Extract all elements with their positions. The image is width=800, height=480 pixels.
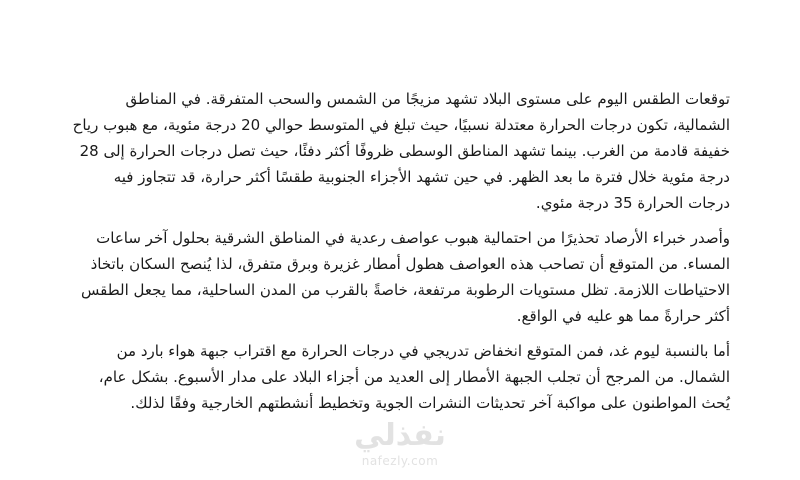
- paragraph-storm-warning: وأصدر خبراء الأرصاد تحذيرًا من احتمالية هبوب عواصف رعدية في المناطق الشرقية بحلول آخر ساعات المساء. من المتوقع أن تصاحب هذه العواصف هطول أمطار غزيرة وبرق متفرق، لذا يُنصح السكان باتخاذ الاحتياطات اللازمة. تظل مستويات الرطوبة مرتفعة، خاصةً بالقرب من المدن الساحلية، مما يجعل الطقس أكثر حرارةً مما هو عليه في الواقع.: [80, 229, 730, 325]
- paragraph-forecast-today: توقعات الطقس اليوم على مستوى البلاد تشهد مزيجًا من الشمس والسحب المتفرقة. في المناطق الشمالية، تكون درجات الحرارة معتدلة نسبيًا، حيث تبلغ في المتوسط حوالي 20 درجة مئوية، مع هبوب رياح خفيفة قادمة من الغرب. بينما تشهد المناطق الوسطى ظروفًا أكثر دفئًا، حيث تصل درجات الحرارة إلى 28 درجة مئوية خلال فترة ما بعد الظهر. في حين تشهد الأجزاء الجنوبية طقسًا أكثر حرارة، قد تتجاوز فيه درجات الحرارة 35 درجة مئوي.: [72, 90, 730, 212]
- watermark-logo-arabic: نفذلي: [354, 418, 446, 453]
- watermark-logo-url: nafezly.com: [361, 454, 439, 468]
- weather-article: [68, 86, 730, 425]
- paragraph-forecast-tomorrow: أما بالنسبة ليوم غد، فمن المتوقع انخفاض تدريجي في درجات الحرارة مع اقتراب جبهة هواء بارد من الشمال. من المرجح أن تجلب الجبهة الأمطار إلى العديد من أجزاء البلاد على مدار الأسبوع. بشكل عام، يُحث المواطنون على مواكبة آخر تحديثات النشرات الجوية وتخطيط أنشطتهم الخارجية وفقًا لذلك.: [98, 342, 730, 412]
